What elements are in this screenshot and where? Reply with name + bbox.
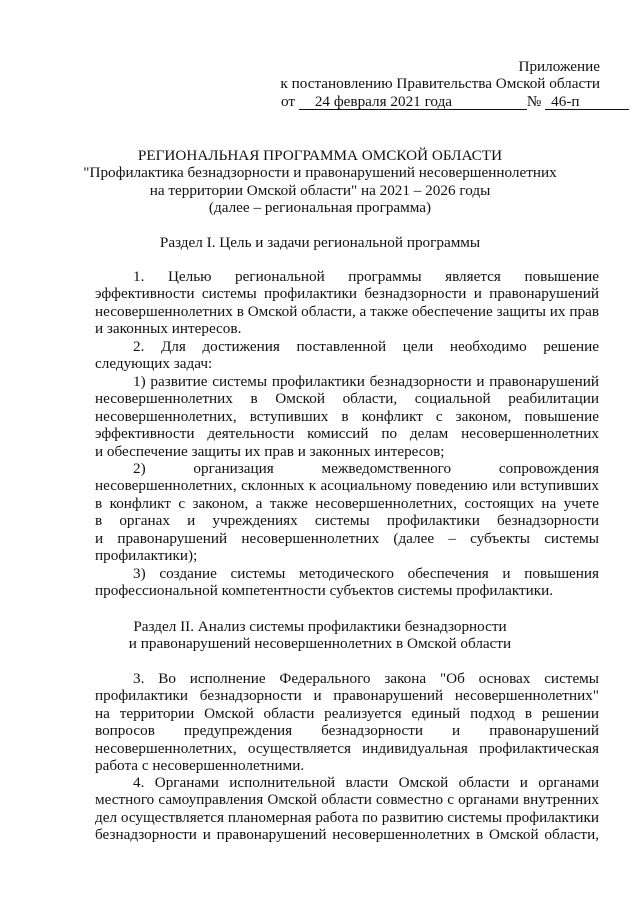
text-line: вопросов предупреждения безнадзорности и правонарушений [95,722,599,740]
task-1 [95,373,599,460]
text-line: местного самоуправления Омской области совместно с органами внутренних [95,791,599,809]
task-3 [95,565,599,600]
text-line: несовершеннолетних, вступивших в конфликт с законом, повышение [95,407,599,425]
text-line: профессиональной компетентности субъектов системы профилактики. [95,582,554,600]
order-num-prefix: № [526,93,542,110]
text-line: дел осуществляется планомерная работа по развитию системы профилактики [95,808,599,826]
text-line: 4. Органами исполнительной власти Омской области и органами [133,774,599,791]
task-2 [95,460,599,564]
text-line: в конфликт с законом, а также несовершеннолетних, состоящих на учете [95,494,599,512]
title-line-2: "Профилактика безнадзорности и правонарушений несовершеннолетних [83,164,557,182]
section-1-heading: Раздел I. Цель и задачи региональной программы [159,234,481,251]
section-2-heading-line-2: и правонарушений несовершеннолетних в Омской области [128,635,512,653]
text-line: следующих задач: [95,355,213,373]
paragraph-2 [95,338,599,373]
order-date: 24 февраля 2021 года [299,94,527,110]
text-line: 2. Для достижения поставленной цели необходимо решение [133,338,599,355]
text-line: на территории Омской области реализуется единый подход в решении [95,704,599,722]
text-line: эффективности системы профилактики безнадзорности и правонарушений [95,285,599,303]
text-line: эффективности деятельности комиссий по делам несовершеннолетних [95,425,599,443]
text-line: 3) создание системы методического обеспечения и повышения [133,565,599,582]
appendix-label: Приложение [518,58,600,75]
approval-header [280,58,600,93]
text-line: 3. Во исполнение Федерального закона "Об основах системы [133,670,599,687]
text-line: профилактики безнадзорности и правонарушений несовершеннолетних" [95,687,599,705]
text-line: несовершеннолетних, склонных к асоциальному поведению или вступивших [95,477,599,495]
order-number: 46-п [545,94,629,110]
text-line: 2) организация межведомственного сопровождения [133,460,599,477]
resolution-reference: к постановлению Правительства Омской области [280,75,600,93]
text-line: и обеспечение защиты их прав и законных интересов; [95,442,445,460]
text-line: работа с несовершеннолетними. [95,757,305,775]
text-line: и законных интересов. [95,320,242,338]
text-line: и правонарушений несовершеннолетних (далее – субъекты системы [95,529,599,547]
paragraph-1 [95,268,599,338]
paragraph-4 [95,774,599,844]
title-line-3: на территории Омской области" на 2021 – 2026 годы [149,181,491,199]
section-2-heading [40,618,600,653]
paragraph-3 [95,670,599,774]
text-line: 1) развитие системы профилактики безнадзорности и правонарушений [133,373,599,390]
section-2-heading-line-1: Раздел II. Анализ системы профилактики безнадзорности [133,618,507,635]
text-line: 1. Целью региональной программы является повышение [133,268,599,285]
order-line [281,93,629,110]
text-line: безнадзорности и правонарушений несовершеннолетних в Омской области, [95,826,599,844]
order-prefix: от [281,93,296,110]
text-line: несовершеннолетних в Омской области, социальной реабилитации [95,390,599,408]
text-line: в органах и учреждениях системы профилактики безнадзорности [95,512,599,530]
program-title [40,147,600,217]
text-line: несовершеннолетних в Омской области, а также обеспечение защиты их прав [95,302,599,320]
title-line-1: РЕГИОНАЛЬНАЯ ПРОГРАММА ОМСКОЙ ОБЛАСТИ [137,147,503,164]
text-line: профилактики); [95,547,198,565]
title-line-4: (далее – региональная программа) [208,199,432,217]
text-line: несовершеннолетних, осуществляется индивидуальная профилактическая [95,739,599,757]
